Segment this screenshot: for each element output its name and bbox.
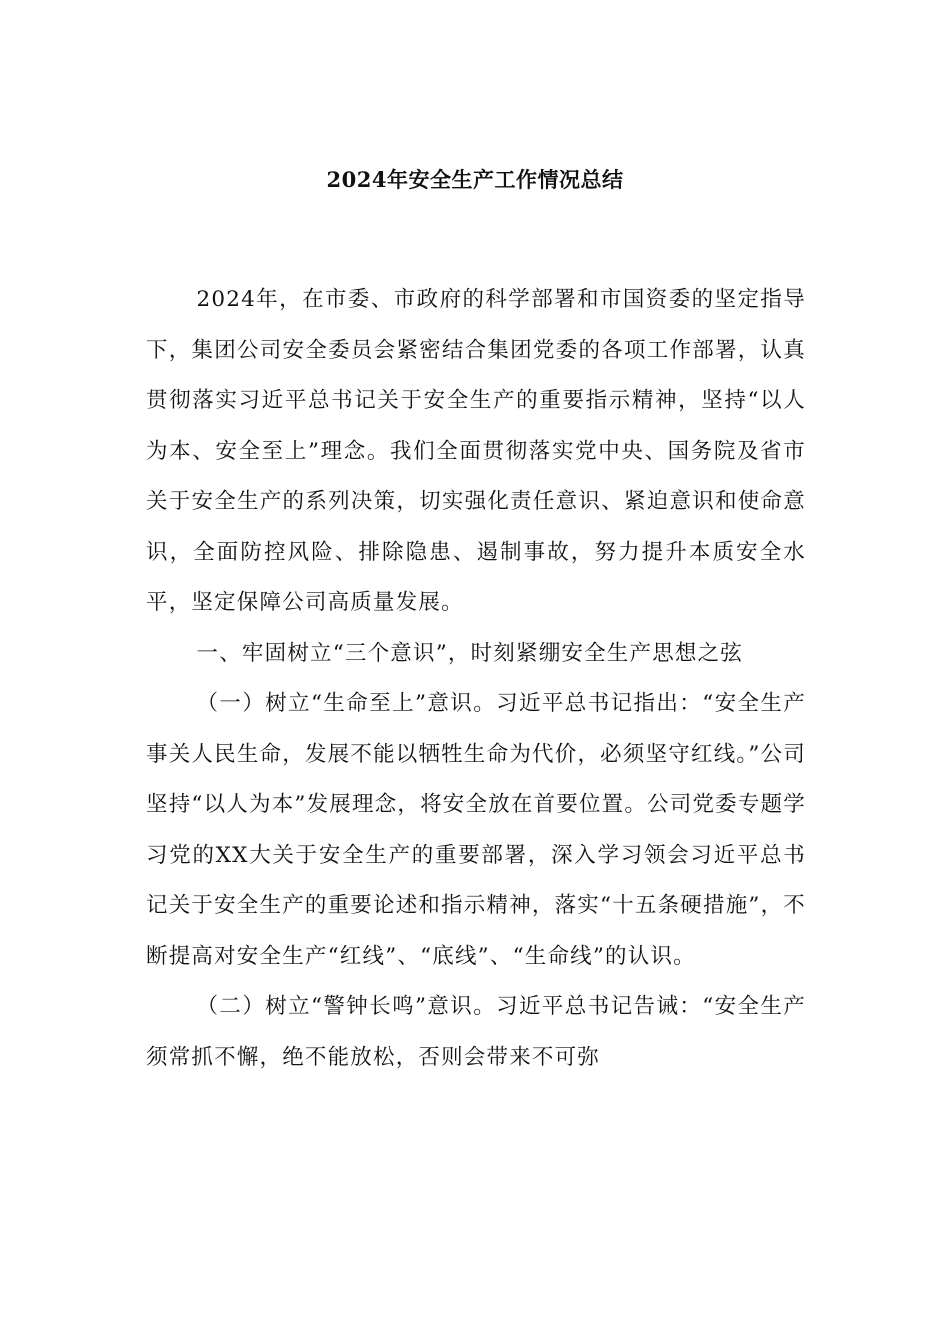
subsection-paragraph-1: （一）树立“生命至上”意识。习近平总书记指出：“安全生产事关人民生命，发展不能以牺牲生命为代价，必须坚守红线。”公司坚持“以人为本”发展理念，将安全放在首要位置。公司党委专题学习党的XX大关于安全生产的重要部署，深入学习领会习近平总书记关于安全生产的重要论述和指示精神，落实“十五条硬措施”，不断提高对安全生产“红线”、“底线”、“生命线”的认识。: [146, 691, 806, 969]
document-body: [146, 275, 806, 1083]
subsection-paragraph-2: （二）树立“警钟长鸣”意识。习近平总书记告诫：“安全生产须常抓不懈，绝不能放松，否则会带来不可弥: [146, 994, 806, 1070]
section-heading-1: 一、牢固树立“三个意识”，时刻紧绷安全生产思想之弦: [196, 640, 744, 666]
document-title: 2024年安全生产工作情况总结: [326, 167, 624, 192]
intro-paragraph: 2024年，在市委、市政府的科学部署和市国资委的坚定指导下，集团公司安全委员会紧密结合集团党委的各项工作部署，认真贯彻落实习近平总书记关于安全生产的重要指示精神，坚持“以人为本、安全至上”理念。我们全面贯彻落实党中央、国务院及省市关于安全生产的系列决策，切实强化责任意识、紧迫意识和使命意识，全面防控风险、排除隐患、遏制事故，努力提升本质安全水平，坚定保障公司高质量发展。: [146, 287, 806, 615]
